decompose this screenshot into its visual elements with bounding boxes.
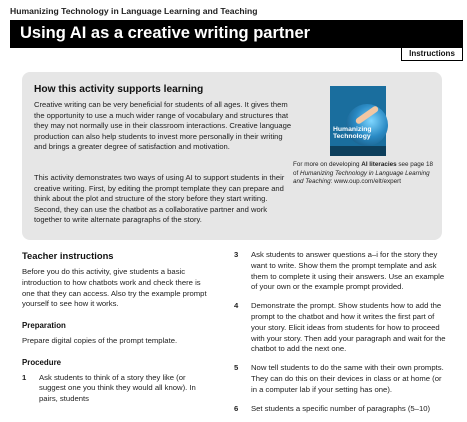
step-text: Demonstrate the prompt. Show students how to add the prompt to the chatbot and how it writes the first part of your story. Elicit ideas from students for how to proceed with your story. Then add your paragraph and wait for the chatbot to add the next one. bbox=[251, 301, 446, 354]
procedure-step bbox=[22, 373, 212, 405]
procedure-heading: Procedure bbox=[22, 357, 62, 367]
step-number: 5 bbox=[234, 363, 239, 373]
info-paragraph-2: This activity demonstrates two ways of using AI to support students in their creative writing. First, by editing the prompt template they can prepare and think about the plot and structure of the story before they start writing. Second, they can use the chatbot as a collaborative partner and work together to write alternate paragraphs of the story. bbox=[34, 173, 285, 225]
cover-title: Humanizing Technology bbox=[333, 126, 372, 140]
teacher-intro: Before you do this activity, give students a basic introduction to how chatbots work and check there is one that they can access. Also try the example prompt yourself to see how it works. bbox=[22, 267, 207, 309]
note-after: : www.oup.com/elt/expert bbox=[330, 178, 401, 185]
right-column bbox=[234, 250, 446, 422]
step-number: 1 bbox=[22, 372, 27, 382]
procedure-step bbox=[234, 250, 446, 293]
teacher-instructions-heading: Teacher instructions bbox=[22, 250, 114, 261]
info-paragraph-1: Creative writing can be very beneficial for students of all ages. It gives them the opportunity to use a much wider range of vocabulary and structures that they may not normally use in their classroom interactions. Creative language production can also help students to invest more personally in their writing and brings a greater degree of satisfaction and motivation. bbox=[34, 100, 292, 152]
step-number: 4 bbox=[234, 301, 239, 311]
page-title: Using AI as a creative writing partner bbox=[20, 24, 311, 42]
step-text: Now tell students to do the same with their own prompts. They can do this on their devices in class or at home (or in a computer lab if your setting has one). bbox=[251, 363, 444, 394]
step-text: Ask students to think of a story they like (or suggest one you think they would all know). In pairs, students bbox=[39, 372, 196, 404]
note-middle: see page 18 of bbox=[293, 161, 434, 177]
title-bar bbox=[10, 20, 463, 48]
step-text: Set students a specific number of paragraphs (5–10) bbox=[251, 403, 431, 413]
procedure-step bbox=[234, 301, 446, 355]
note-italic: Humanizing Technology in Language Learning and Teaching bbox=[293, 169, 430, 185]
left-column bbox=[22, 250, 212, 413]
step-number: 6 bbox=[234, 403, 239, 413]
info-box bbox=[22, 72, 442, 240]
book-reference-note bbox=[293, 161, 439, 187]
note-before: For more on developing bbox=[293, 161, 362, 168]
procedure-step bbox=[234, 363, 446, 395]
series-title: Humanizing Technology in Language Learning and Teaching bbox=[10, 6, 258, 16]
instructions-tag: Instructions bbox=[401, 48, 463, 61]
book-cover-image bbox=[330, 86, 386, 156]
procedure-step bbox=[234, 404, 446, 415]
step-text: Ask students to answer questions a–i for the story they want to write. Show them the prompt template and ask them to complete it using their answers. Use an example of your own or the example prompt provided. bbox=[251, 250, 445, 292]
preparation-text: Prepare digital copies of the prompt template. bbox=[22, 335, 178, 345]
preparation-heading: Preparation bbox=[22, 321, 66, 331]
note-bold: AI literacies bbox=[361, 161, 397, 168]
info-heading: How this activity supports learning bbox=[34, 84, 204, 95]
cover-bar bbox=[330, 146, 386, 156]
step-number: 3 bbox=[234, 250, 239, 259]
